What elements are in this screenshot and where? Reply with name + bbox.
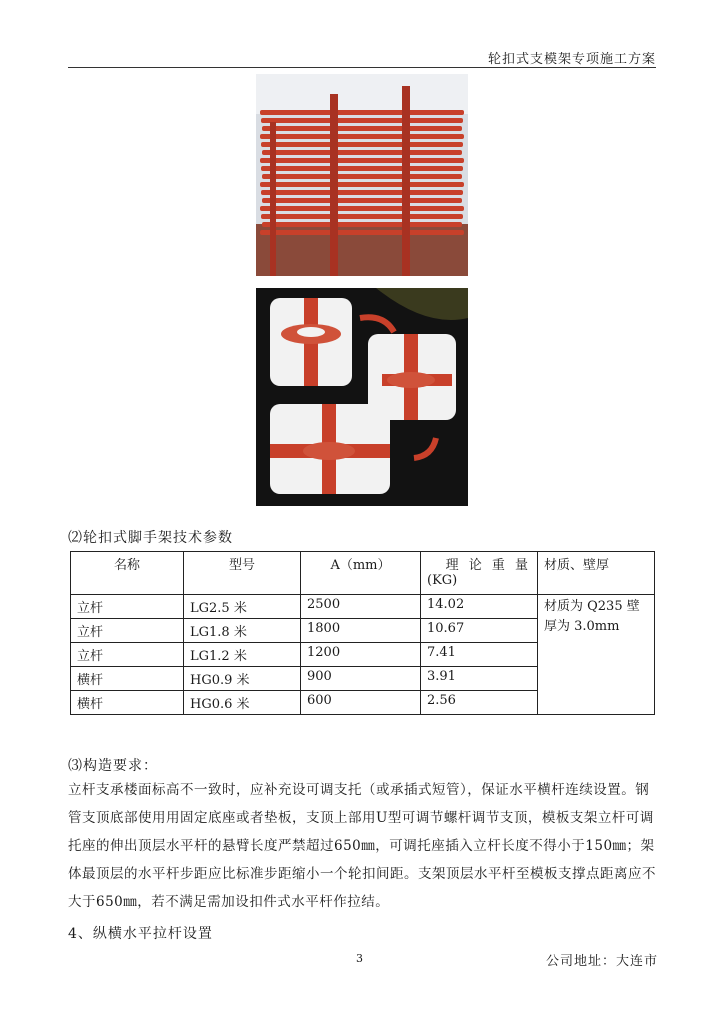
cell-length: 600 [301, 691, 421, 715]
cell-model: LG1.8 米 [184, 619, 301, 643]
col-header-length: A（mm） [301, 552, 421, 595]
pipe-row [261, 214, 463, 219]
cell-weight: 7.41 [421, 643, 538, 667]
pipe-row [261, 142, 463, 147]
pipe-row [261, 166, 463, 171]
cell-weight: 10.67 [421, 619, 538, 643]
construction-paragraph: 立杆支承楼面标高不一致时，应补充设可调支托（或承插式短管），保证水平横杆连续设置。钢管支顶底部使用用固定底座或者垫板，支顶上部用U型可调节螺杆调节支顶，模板支架立杆可调托座的伸出顶层水平杆的悬臂长度严禁超过650㎜，可调托座插入立杆长度不得小于150㎜；架体最顶层的水平杆步距应比标准步距缩小一个轮扣间距。支架顶层水平杆至模板支撑点距离应不大于650㎜，若不满足需加设扣件式水平杆作拉结。 [68, 782, 656, 910]
pipe-row [262, 222, 462, 227]
pipe-row [262, 150, 462, 155]
col-header-weight-label: 理 论 重 量 [445, 558, 531, 573]
cell-model: LG1.2 米 [184, 643, 301, 667]
cell-model: HG0.6 米 [184, 691, 301, 715]
pipe-row [260, 182, 464, 187]
cell-weight: 3.91 [421, 667, 538, 691]
pipe-row [262, 198, 462, 203]
table-header-row [71, 552, 655, 595]
table-row [71, 595, 655, 619]
cell-length: 1800 [301, 619, 421, 643]
cell-name: 立杆 [71, 619, 184, 643]
cell-name: 横杆 [71, 691, 184, 715]
cell-model: HG0.9 米 [184, 667, 301, 691]
cell-length: 900 [301, 667, 421, 691]
pipe-row [261, 118, 463, 123]
pipe-row [261, 190, 463, 195]
construction-requirements-text [68, 776, 660, 916]
col-header-model: 型号 [184, 552, 301, 595]
pipe-row [262, 126, 462, 131]
cell-model: LG2.5 米 [184, 595, 301, 619]
page-number: 3 [356, 952, 363, 965]
header-title: 轮扣式支模架专项施工方案 [487, 52, 656, 67]
scaffold-parameters-table [70, 551, 655, 715]
page-header [68, 48, 656, 68]
pipe-row [260, 158, 464, 163]
pipe-row [260, 110, 464, 115]
section2-heading: ⑵轮扣式脚手架技术参数 [68, 530, 233, 546]
footer-address: 公司地址：大连市 [545, 954, 658, 969]
wheel-buckle-joint-photo [256, 288, 468, 506]
pipe-row [260, 230, 464, 235]
col-header-material: 材质、壁厚 [538, 552, 655, 595]
cell-weight: 14.02 [421, 595, 538, 619]
cell-name: 横杆 [71, 667, 184, 691]
pipe-row [260, 206, 464, 211]
cell-name: 立杆 [71, 643, 184, 667]
col-header-weight-unit: (KG) [427, 573, 458, 588]
cell-length: 2500 [301, 595, 421, 619]
scaffold-pipes-photo [256, 74, 468, 276]
col-header-weight [421, 552, 538, 595]
cell-weight: 2.56 [421, 691, 538, 715]
cell-name: 立杆 [71, 595, 184, 619]
section3-heading: ⑶构造要求： [68, 758, 158, 774]
cell-material: 材质为 Q235 壁厚为 3.0mm [538, 595, 655, 715]
col-header-name: 名称 [71, 552, 184, 595]
cell-length: 1200 [301, 643, 421, 667]
pipe-row [262, 174, 462, 179]
pipe-row [260, 134, 464, 139]
section4-heading: 4、纵横水平拉杆设置 [68, 926, 213, 942]
